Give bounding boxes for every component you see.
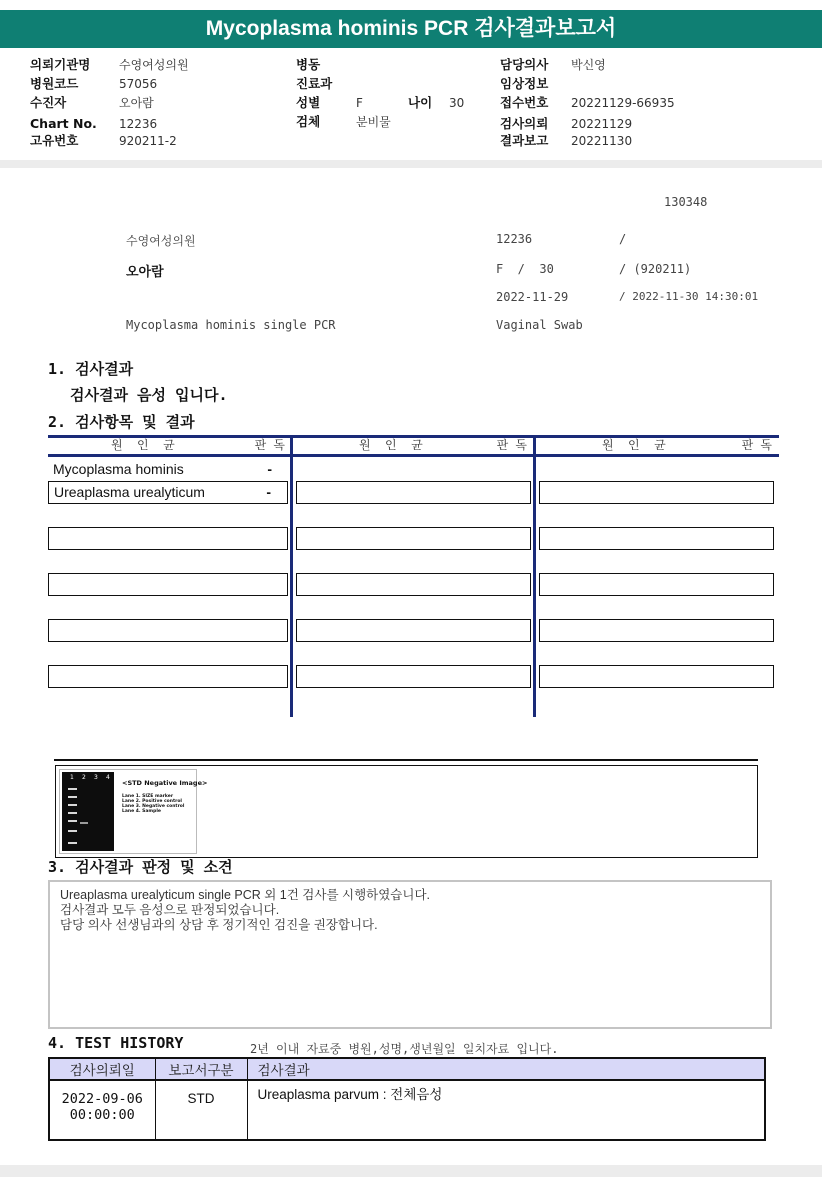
history-table [48,1057,766,1141]
hospital-code-value: 57056 [119,77,158,91]
opinion-line: Ureaplasma urealyticum single PCR 외 1건 검사를 시행하였습니다. [60,888,430,902]
empty-result-row [539,481,774,504]
doctor-value: 박신영 [571,58,606,72]
opinion-line: 검사결과 모두 음성으로 판정되었습니다. [60,903,280,917]
receipt-no-value: 20221129-66935 [571,96,675,110]
gel-band [68,842,77,844]
clinical-info-label: 임상정보 [500,76,549,91]
section1-title: 1. 검사결과 [48,360,134,378]
department-label: 진료과 [296,76,333,91]
hospital-label: 의뢰기관명 [30,57,91,72]
gel-separator [54,759,758,761]
opinion-box [48,880,772,1029]
barcode-birth: / (920211) [619,262,692,276]
judgement-header: 판 독 [741,438,772,452]
lane-number: 4 [106,774,110,781]
gel-image [59,769,208,854]
history-header-row [49,1058,765,1080]
pathogen-name: Ureaplasma urealyticum [54,484,205,500]
result-column-header [359,437,527,454]
history-note: 2년 이내 자료중 병원,성명,생년월일 일치자료 입니다. [250,1042,559,1056]
barcode-sex-age: F / 30 [496,262,554,276]
empty-result-row [296,619,531,642]
gel-image-box [55,765,758,858]
empty-result-row [296,527,531,550]
gel-band [68,830,77,832]
pathogen-name: Mycoplasma hominis [53,461,184,477]
history-header-type: 보고서구분 [155,1058,247,1080]
section3-title: 3. 검사결과 판정 및 소견 [48,858,233,876]
history-time: 00:00:00 [69,1107,135,1123]
report-date-value: 20221130 [571,134,633,148]
hospital-code-label: 병원코드 [30,76,79,91]
doctor-label: 담당의사 [500,57,549,72]
receipt-no-label: 접수번호 [500,95,549,110]
pathogen-header: 원 인 균 [111,438,175,452]
sex-label: 성별 [296,95,321,110]
empty-result-row [296,481,531,504]
pathogen-header: 원 인 균 [359,438,423,452]
pathogen-header: 원 인 균 [602,438,666,452]
gel-heading: <STD Negative Image> [122,779,208,787]
section2-title: 2. 검사항목 및 결과 [48,413,195,431]
age-label: 나이 [408,95,433,110]
barcode-specimen: Vaginal Swab [496,318,583,332]
result-row [48,481,288,504]
empty-result-row [48,573,288,596]
result-summary: 검사결과 음성 입니다. [70,386,228,404]
barcode-hospital: 수영여성의원 [126,234,196,248]
result-row [48,458,288,481]
lane-number: 3 [94,774,98,781]
gel-photo [62,772,114,851]
report-title: Mycoplasma hominis PCR 검사결과보고서 [0,10,822,48]
history-type: STD [155,1080,247,1140]
empty-result-row [296,665,531,688]
patient-value: 오아람 [119,96,154,110]
barcode-chart: 12236 [496,232,533,246]
section4-title: 4. TEST HISTORY [48,1034,184,1052]
gel-band [68,788,77,790]
empty-result-row [48,665,288,688]
chart-no-value: 12236 [119,117,158,131]
gel-legend-item: Lane 2. Positive control [122,799,182,804]
barcode-request-date: 2022-11-29 [496,290,569,304]
sex-value: F [356,96,363,110]
gel-legend-item: Lane 4. Sample [122,809,161,814]
unique-id-label: 고유번호 [30,133,79,148]
lane-number: 1 [70,774,74,781]
judgement-header: 판 독 [496,438,527,452]
footer-strip [0,1165,822,1177]
result-column-header [111,437,285,454]
barcode-report-datetime: / 2022-11-30 14:30:01 [619,290,759,303]
barcode-patient: 오아람 [126,265,164,280]
hospital-value: 수영여성의원 [119,58,189,72]
barcode-test-name: Mycoplasma hominis single PCR [126,318,336,332]
gel-band [68,804,77,806]
report-date-label: 결과보고 [500,133,549,148]
pathogen-result: - [266,484,271,500]
pathogen-result: - [267,461,272,477]
history-result: Ureaplasma parvum : 전체음성 [257,1087,443,1102]
result-column-header [602,437,772,454]
chart-no-label: Chart No. [30,116,97,131]
gel-legend-item: Lane 1. SIZE marker [122,794,174,799]
barcode-slash: / [619,232,627,246]
empty-result-row [48,619,288,642]
specimen-value: 분비물 [356,115,391,129]
empty-result-row [539,619,774,642]
request-date-label: 검사의뢰 [500,116,549,131]
gel-band [68,820,77,822]
ward-label: 병동 [296,57,321,72]
opinion-line: 담당 의사 선생님과의 상담 후 정기적인 검진을 권장합니다. [60,918,378,932]
gel-band [68,796,77,798]
unique-id-value: 920211-2 [119,134,177,148]
lane-number: 2 [82,774,86,781]
empty-result-row [539,665,774,688]
judgement-header: 판 독 [254,438,285,452]
history-date: 2022-09-06 [61,1091,143,1107]
history-date-cell [49,1080,155,1140]
age-value: 30 [449,96,465,110]
result-column-divider [533,435,536,717]
table-row [49,1080,765,1140]
history-header-date: 검사의뢰일 [49,1058,155,1080]
specimen-label: 검체 [296,114,321,129]
empty-result-row [539,527,774,550]
gel-band [80,822,88,824]
empty-result-row [48,527,288,550]
gel-band [68,812,77,814]
empty-result-row [296,573,531,596]
barcode-number: 130348 [664,195,708,209]
result-table-header-border [48,454,779,457]
gel-legend-item: Lane 3. Negative control [122,804,185,809]
patient-label: 수진자 [30,95,67,110]
header-separator [0,160,822,168]
result-column-divider [290,435,293,717]
request-date-value: 20221129 [571,117,633,131]
empty-result-row [539,573,774,596]
history-header-result: 검사결과 [247,1058,765,1080]
